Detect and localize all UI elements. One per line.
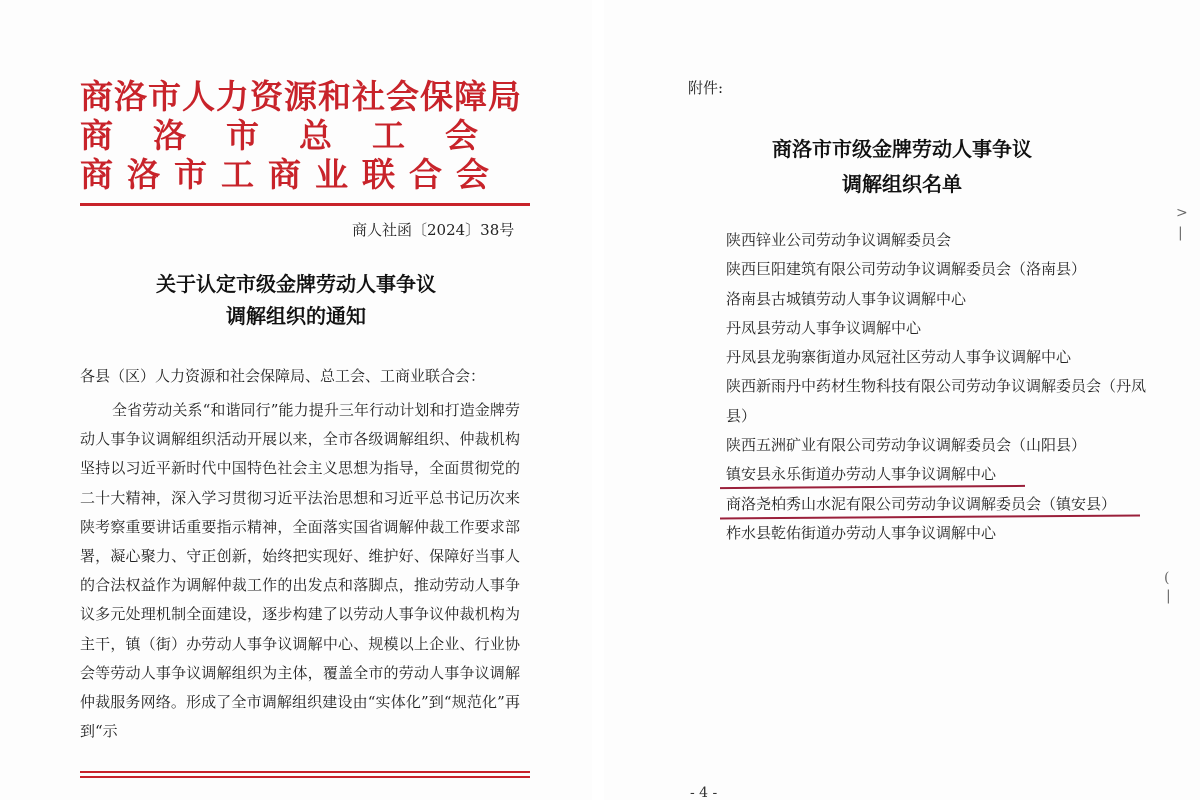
list-item: 陕西锌业公司劳动争议调解委员会 (726, 231, 952, 249)
list-item (726, 460, 1156, 489)
scan-mark: | (1178, 225, 1183, 241)
page-number: - 4 - (690, 785, 718, 801)
list-item: 洛南县古城镇劳动人事争议调解中心 (726, 289, 967, 308)
scan-mark: | (1166, 588, 1171, 604)
notice-title-line-1: 关于认定市级金牌劳动人事争议 (156, 272, 436, 296)
notice-title-line-2: 调解组织的通知 (226, 304, 366, 328)
highlighted-organization: 商洛尧柏秀山水泥有限公司劳动争议调解委员会（镇安县） (726, 494, 1117, 513)
scan-mark: ( (1164, 570, 1170, 586)
red-header-rule (80, 203, 530, 206)
highlighted-organization: 镇安县永乐街道办劳动人事争议调解中心 (726, 465, 997, 484)
list-item (726, 490, 1156, 519)
list-item: 丹凤县龙驹寨街道办凤冠社区劳动人事争议调解中心 (726, 348, 1072, 367)
attachment-label: 附件: (688, 79, 724, 97)
scan-mark: > (1176, 205, 1188, 221)
list-item: 陕西五洲矿业有限公司劳动争议调解委员会（山阳县） (726, 436, 1087, 455)
list-title-line-2: 调解组织名单 (842, 172, 962, 196)
page-gutter (592, 0, 604, 800)
notice-body-paragraph: 全省劳动关系“和谐同行”能力提升三年行动计划和打造金牌劳动人事争议调解组织活动开展以来，全市各级调解组织、仲裁机构坚持以习近平新时代中国特色社会主义思想为指导，全面贯彻党的二十大精神，深入学习贯彻习近平法治思想和习近平总书记历次来陕考察重要讲话重要指示精神，全面落实国省调解仲裁工作要求部署，凝心聚力、守正创新，始终把实现好、维护好、保障好当事人的合法权益作为调解仲裁工作的出发点和落脚点，推动劳动人事争议多元处理机制全面建设，逐步构建了以劳动人事争议仲裁机构为主干，镇（街）办劳动人事争议调解中心、规模以上企业、行业协会等劳动人事争议调解组织为主体，覆盖全市的劳动人事争议调解仲裁服务网络。形成了全市调解组织建设由“实体化”到“规范化”再到“示 (80, 401, 520, 741)
list-title-line-1: 商洛市市级金牌劳动人事争议 (772, 137, 1032, 161)
list-item: 丹凤县劳动人事争议调解中心 (726, 318, 922, 337)
issuer-header-line-2: 商洛市总工会 (80, 116, 518, 155)
list-item: 陕西巨阳建筑有限公司劳动争议调解委员会（洛南县） (726, 260, 1087, 279)
left-document-page (0, 0, 592, 800)
addressee: 各县（区）人力资源和社会保障局、总工会、工商业联合会： (80, 367, 486, 385)
red-footer-rule-secondary (80, 776, 530, 778)
document-number: 商人社函〔2024〕38号 (352, 221, 515, 239)
organization-list (726, 226, 1156, 548)
issuer-header-line-3: 商洛市工商业联合会 (80, 155, 503, 194)
issuer-header-line-1: 商洛市人力资源和社会保障局 (80, 77, 522, 116)
red-footer-rule (80, 771, 530, 773)
list-item: 陕西新雨丹中药材生物科技有限公司劳动争议调解委员会（丹凤县） (726, 377, 1147, 425)
list-item: 柞水县乾佑街道办劳动人事争议调解中心 (726, 523, 997, 542)
